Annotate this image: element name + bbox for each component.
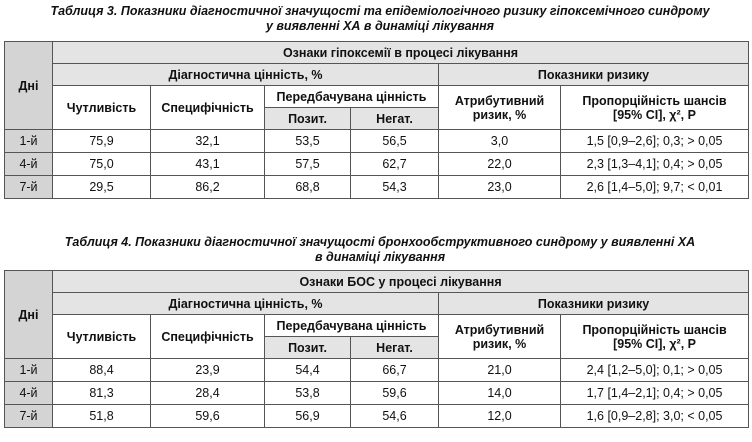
group-header: Ознаки БОС у процесі лікування [53,271,749,293]
table-4-caption-line2: в динаміці лікування [314,250,446,264]
diagnostic-value-header: Діагностична цінність, % [53,293,439,315]
table-row [5,153,749,176]
attributive-risk-header [439,86,561,130]
attributive-risk-cell: 12,0 [439,405,561,428]
table-3-caption-line1: Таблиця 3. Показники діагностичної значущості та епідеміологічного ризику гіпоксемічного синдрому [50,4,710,18]
odds-ratio-line2: [95% CI], χ², P [613,336,696,351]
odds-ratio-cell: 2,4 [1,2–5,0]; 0,1; > 0,05 [561,359,749,382]
odds-ratio-header [561,86,749,130]
table-row [5,382,749,405]
odds-ratio-line1: Пропорційність шансів [582,322,727,337]
table-4-caption [0,235,752,265]
negative-cell: 59,6 [351,382,439,405]
positive-cell: 53,8 [265,382,351,405]
day-cell: 7-й [5,176,53,199]
specificity-header: Специфічність [151,86,265,130]
sensitivity-cell: 75,9 [53,130,151,153]
day-cell: 7-й [5,405,53,428]
negative-cell: 54,6 [351,405,439,428]
positive-header: Позит. [265,108,351,130]
attributive-risk-line2: ризик, % [472,336,527,351]
sensitivity-cell: 88,4 [53,359,151,382]
specificity-cell: 43,1 [151,153,265,176]
specificity-cell: 86,2 [151,176,265,199]
sensitivity-cell: 51,8 [53,405,151,428]
table-row [5,405,749,428]
table-4 [4,270,749,428]
odds-ratio-line2: [95% CI], χ², P [613,107,696,122]
specificity-cell: 59,6 [151,405,265,428]
positive-cell: 56,9 [265,405,351,428]
day-cell: 1-й [5,130,53,153]
attributive-risk-line1: Атрибутивний [454,93,545,108]
attributive-risk-line1: Атрибутивний [454,322,545,337]
odds-ratio-line1: Пропорційність шансів [582,93,727,108]
attributive-risk-cell: 21,0 [439,359,561,382]
odds-ratio-header [561,315,749,359]
table-3-caption [0,4,752,34]
positive-cell: 54,4 [265,359,351,382]
day-cell: 4-й [5,382,53,405]
day-cell: 4-й [5,153,53,176]
negative-header: Негат. [351,337,439,359]
attributive-risk-cell: 14,0 [439,382,561,405]
attributive-risk-line2: ризик, % [472,107,527,122]
day-cell: 1-й [5,359,53,382]
day-header: Дні [5,271,53,359]
sensitivity-cell: 81,3 [53,382,151,405]
attributive-risk-header [439,315,561,359]
negative-cell: 54,3 [351,176,439,199]
positive-header: Позит. [265,337,351,359]
attributive-risk-cell: 3,0 [439,130,561,153]
odds-ratio-cell: 2,3 [1,3–4,1]; 0,4; > 0,05 [561,153,749,176]
table-row [5,359,749,382]
negative-cell: 66,7 [351,359,439,382]
attributive-risk-cell: 22,0 [439,153,561,176]
table-row [5,130,749,153]
odds-ratio-cell: 2,6 [1,4–5,0]; 9,7; < 0,01 [561,176,749,199]
diagnostic-value-header: Діагностична цінність, % [53,64,439,86]
predictive-value-header: Передбачувана цінність [265,315,439,337]
risk-indicators-header: Показники ризику [439,293,749,315]
negative-cell: 62,7 [351,153,439,176]
group-header: Ознаки гіпоксемії в процесі лікування [53,42,749,64]
attributive-risk-cell: 23,0 [439,176,561,199]
odds-ratio-cell: 1,6 [0,9–2,8]; 3,0; < 0,05 [561,405,749,428]
negative-header: Негат. [351,108,439,130]
sensitivity-header: Чутливість [53,86,151,130]
predictive-value-header: Передбачувана цінність [265,86,439,108]
table-row [5,176,749,199]
specificity-header: Специфічність [151,315,265,359]
odds-ratio-cell: 1,7 [1,4–2,1]; 0,4; > 0,05 [561,382,749,405]
specificity-cell: 23,9 [151,359,265,382]
table-4-caption-line1: Таблиця 4. Показники діагностичної значущості бронхообструктивного синдрому у виявленні ХА [64,235,696,249]
sensitivity-cell: 75,0 [53,153,151,176]
table-3-caption-line2: у виявленні ХА в динаміці лікування [265,19,495,33]
specificity-cell: 28,4 [151,382,265,405]
risk-indicators-header: Показники ризику [439,64,749,86]
specificity-cell: 32,1 [151,130,265,153]
positive-cell: 57,5 [265,153,351,176]
sensitivity-cell: 29,5 [53,176,151,199]
negative-cell: 56,5 [351,130,439,153]
positive-cell: 68,8 [265,176,351,199]
positive-cell: 53,5 [265,130,351,153]
day-header: Дні [5,42,53,130]
odds-ratio-cell: 1,5 [0,9–2,6]; 0,3; > 0,05 [561,130,749,153]
table-3 [4,41,749,199]
sensitivity-header: Чутливість [53,315,151,359]
